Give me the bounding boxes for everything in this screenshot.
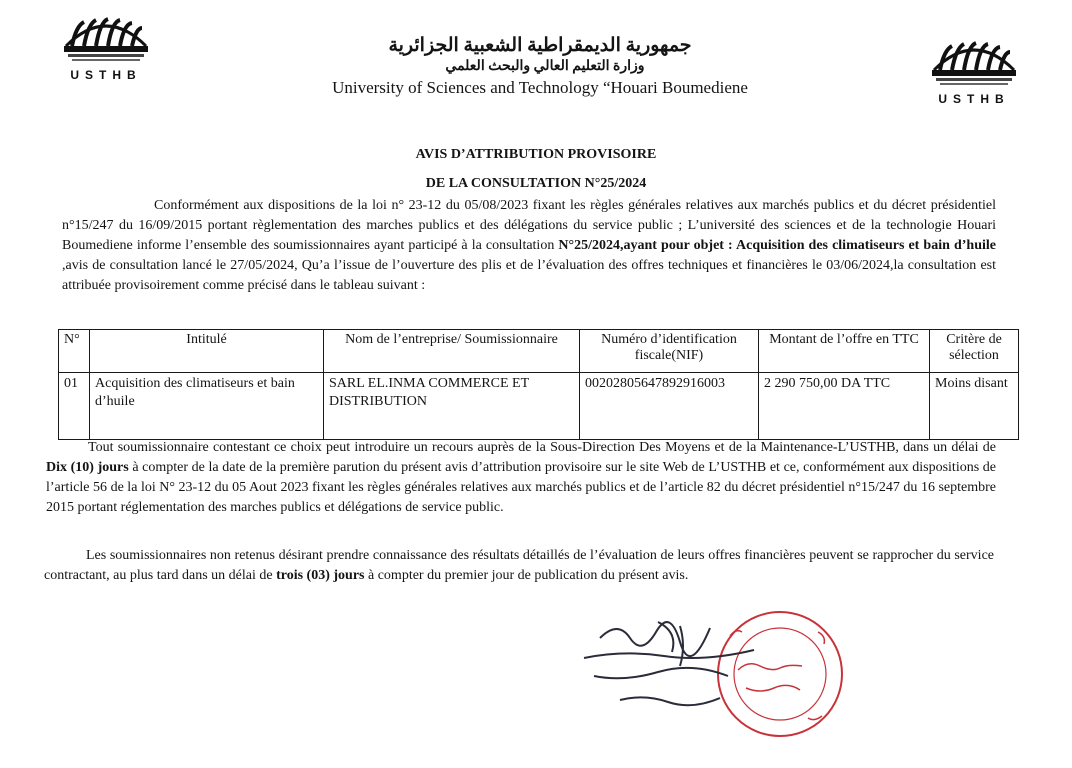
col-header-number: N° bbox=[59, 330, 90, 373]
results-text-1: Les soumissionnaires non retenus désirant prendre connaissance des résultats détaillés de l’évaluation de leurs offres financières peuvent se rapprocher du service contractant, au plus tard dans un délai de bbox=[44, 548, 994, 583]
col-header-intitule: Intitulé bbox=[90, 330, 324, 373]
col-header-criteria: Critère de sélection bbox=[930, 330, 1019, 373]
recourse-paragraph bbox=[46, 438, 996, 518]
cell-intitule: Acquisition des climatiseurs et bain d’huile bbox=[90, 373, 324, 440]
logo-text: USTHB bbox=[70, 68, 142, 82]
logo-text: USTHB bbox=[938, 92, 1010, 106]
usthb-logo-right bbox=[926, 36, 1022, 106]
arabic-ministry-line: وزارة التعليم العالي والبحث العلمي bbox=[445, 59, 645, 74]
recourse-text-1: Tout soumissionnaire contestant ce choix peut introduire un recours auprès de la Sous-Direction Des Moyens et de la Maintenance-L’USTHB, dans un délai de bbox=[88, 440, 996, 455]
consultation-ref: N°25/2024 bbox=[558, 238, 621, 253]
signature-icon bbox=[584, 622, 754, 705]
consultation-object: Acquisition des climatiseurs et bain d’huile bbox=[736, 238, 996, 253]
intro-text-2: ,ayant pour objet : bbox=[620, 238, 737, 253]
results-text-2: à compter du premier jour de publication du présent avis. bbox=[364, 568, 689, 583]
intro-paragraph bbox=[62, 196, 996, 296]
cell-amount: 2 290 750,00 DA TTC bbox=[759, 373, 930, 440]
usthb-logo-left bbox=[58, 12, 154, 82]
table-row bbox=[59, 373, 1019, 440]
results-paragraph bbox=[44, 546, 994, 586]
stamp-icon bbox=[718, 612, 842, 736]
col-header-amount: Montant de l’offre en TTC bbox=[759, 330, 930, 373]
university-name: University of Sciences and Technology “Houari Boumediene bbox=[332, 78, 748, 97]
table-header-row bbox=[59, 330, 1019, 373]
cell-company: SARL EL.INMA COMMERCE ET DISTRIBUTION bbox=[324, 373, 580, 440]
attribution-table bbox=[58, 329, 1019, 440]
col-header-company: Nom de l’entreprise/ Soumissionnaire bbox=[324, 330, 580, 373]
results-delay: trois (03) jours bbox=[276, 568, 365, 583]
cell-nif: 00202805647892916003 bbox=[580, 373, 759, 440]
logo-emblem-icon bbox=[58, 12, 154, 68]
cell-number: 01 bbox=[59, 373, 90, 440]
cell-criteria: Moins disant bbox=[930, 373, 1019, 440]
intro-text-3: ,avis de consultation lancé le 27/05/2024, Qu’a l’issue de l’ouverture des plis et de l’évaluation des offres techniques et financières le 03/06/2024,la consultation est attribuée provisoirement comme précisé dans le tableau suivant : bbox=[62, 258, 996, 293]
document-title: AVIS D’ATTRIBUTION PROVISOIRE bbox=[415, 147, 657, 162]
intro-text-1: Conformément aux dispositions de la loi n° 23-12 du 05/08/2023 fixant les règles générales relatives aux marchés publics et du décret présidentiel n°15/247 du 16/09/2015 portant règlementation des marches publics et des délégations du service public ; L’université des sciences et de la technologie Houari Boumediene informe l’ensemble des soumissionnaires ayant participé à la consultation bbox=[62, 198, 996, 253]
col-header-nif: Numéro d’identification fiscale(NIF) bbox=[580, 330, 759, 373]
recourse-delay: Dix (10) jours bbox=[46, 460, 129, 475]
arabic-republic-line: جمهورية الديمقراطية الشعبية الجزائرية bbox=[388, 35, 692, 56]
document-subtitle: DE LA CONSULTATION N°25/2024 bbox=[425, 176, 647, 191]
official-stamp-signature bbox=[560, 596, 870, 756]
logo-emblem-icon bbox=[926, 36, 1022, 92]
recourse-text-2: à compter de la date de la première parution du présent avis d’attribution provisoire sur le site Web de L’USTHB et ce, conformément aux dispositions de l’article 56 de la loi N° 23-12 du 05 Aout 2023 fixant les règles générales relatives aux marchés publics et de l’article 82 du décret présidentiel n°15/247 du 16 septembre 2015 portant réglementation des marches publics et délégations de service public. bbox=[46, 460, 996, 515]
